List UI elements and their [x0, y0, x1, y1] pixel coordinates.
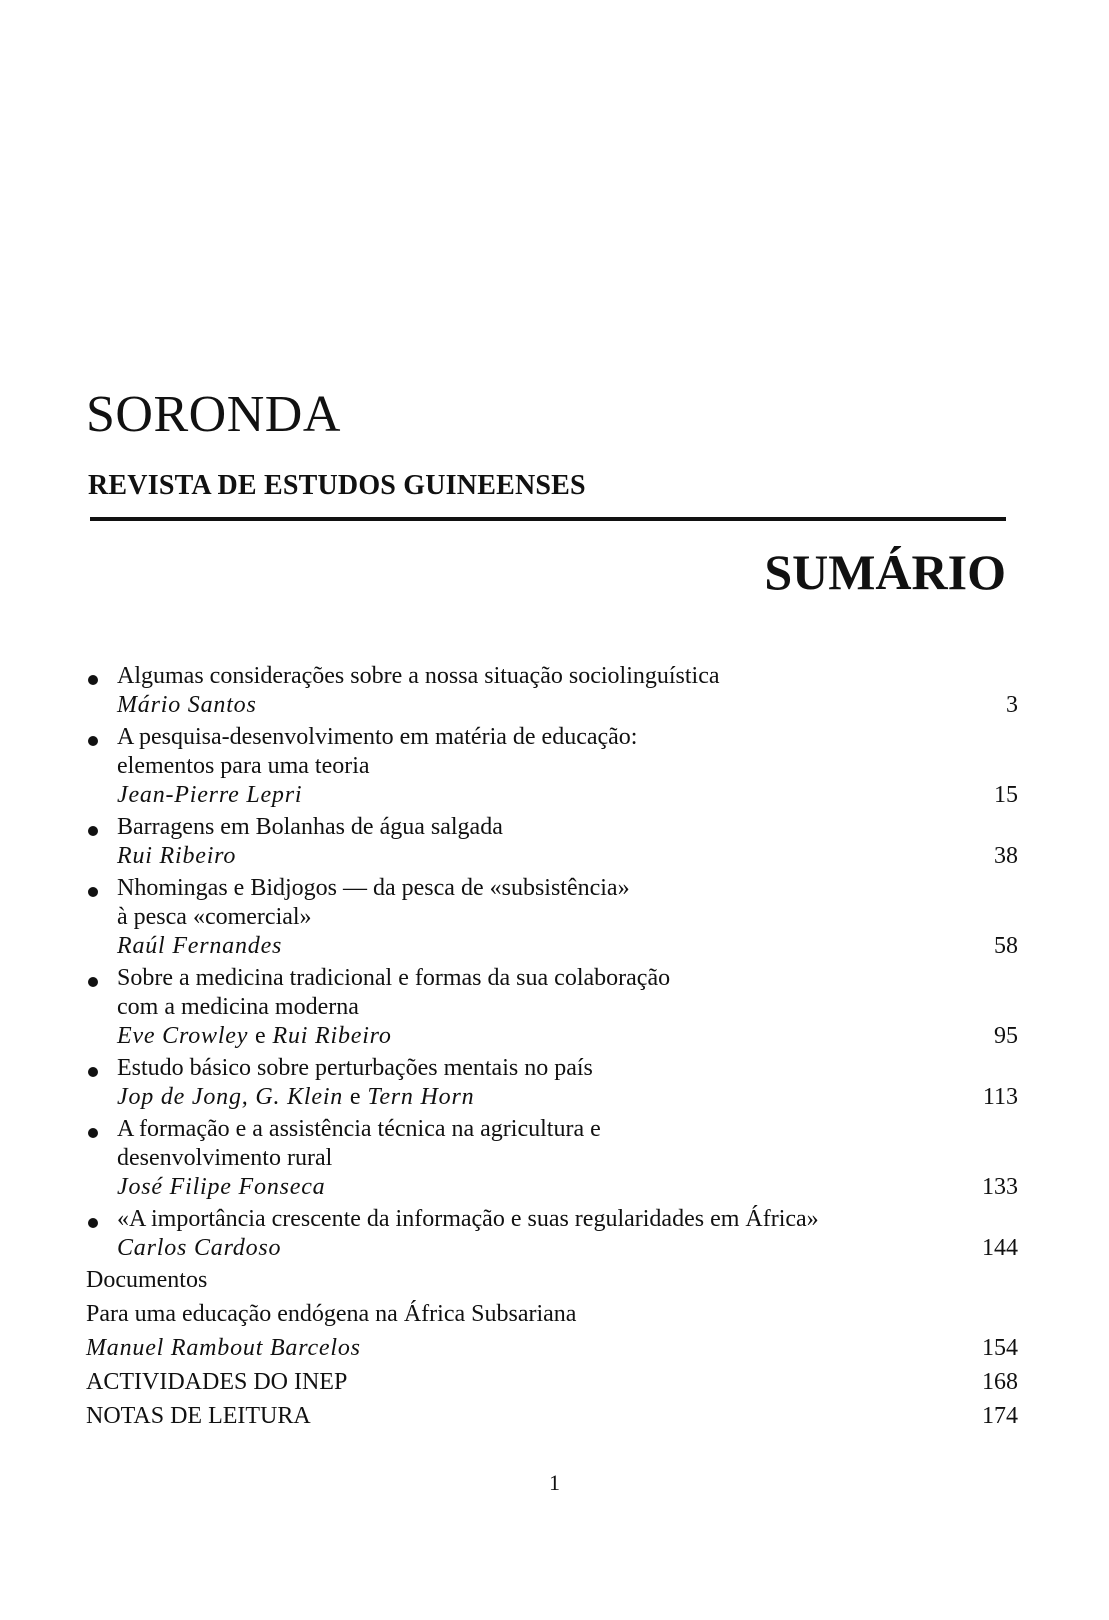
toc-entry [86, 1205, 1018, 1263]
entry-page: 95 [994, 1023, 1018, 1049]
toc-entry [86, 874, 1018, 961]
bullet-icon [88, 887, 98, 897]
toc-entry [86, 964, 1018, 1051]
entry-title-line: Sobre a medicina tradicional e formas da sua colaboração [117, 965, 671, 991]
bullet-icon [88, 1218, 98, 1228]
bullet-icon [88, 675, 98, 685]
entry-author [117, 932, 282, 961]
entry-title-line: Nhomingas e Bidjogos — da pesca de «subsistência» [117, 875, 630, 901]
author-name: Carlos Cardoso [117, 1235, 282, 1261]
entry-page: 58 [994, 933, 1018, 959]
entry-title-line: Algumas considerações sobre a nossa situação sociolinguística [117, 663, 720, 689]
entry-author [117, 1022, 392, 1051]
journal-subtitle: REVISTA DE ESTUDOS GUINEENSES [88, 470, 586, 501]
author-name: Eve Crowley [117, 1023, 249, 1049]
entry-title-line: A pesquisa-desenvolvimento em matéria de educação: [117, 724, 638, 750]
entry-page: 144 [982, 1235, 1018, 1261]
bullet-icon [88, 1067, 98, 1077]
author-name: Jean-Pierre Lepri [117, 782, 303, 808]
entry-author [117, 1083, 474, 1112]
page-number: 1 [549, 1470, 560, 1495]
header-rule [90, 517, 1006, 521]
toc-entry [86, 662, 1018, 720]
toc-entry [86, 813, 1018, 871]
entry-author [117, 842, 236, 871]
entry-page: 133 [982, 1174, 1018, 1200]
section-page: 174 [982, 1403, 1018, 1429]
author-name: Raúl Fernandes [117, 933, 283, 959]
contents-heading: SUMÁRIO [764, 544, 1006, 600]
entry-title-line: elementos para uma teoria [117, 753, 370, 779]
entry-title-line: à pesca «comercial» [117, 904, 312, 930]
entry-page: 113 [982, 1084, 1018, 1110]
entry-title-line: Barragens em Bolanhas de água salgada [117, 814, 503, 840]
author-name: Rui Ribeiro [117, 843, 237, 869]
section-row [86, 1402, 1018, 1431]
author-conjunction: e [255, 1023, 266, 1049]
author-conjunction: e [349, 1084, 361, 1110]
author-name: Rui Ribeiro [272, 1023, 392, 1049]
bullet-icon [88, 736, 98, 746]
toc-entry [86, 723, 1018, 810]
entry-title-line: com a medicina moderna [117, 994, 359, 1020]
author-name: Tern Horn [367, 1084, 475, 1110]
section-label: NOTAS DE LEITURA [86, 1403, 311, 1429]
document-page: 154 [982, 1335, 1018, 1361]
entry-author [117, 1234, 281, 1263]
entry-title-line: desenvolvimento rural [117, 1145, 333, 1171]
bullet-icon [88, 1128, 98, 1138]
author-name: José Filipe Fonseca [117, 1174, 326, 1200]
author-name: Jop de Jong, G. Klein [117, 1084, 344, 1110]
entry-page: 15 [994, 782, 1018, 808]
table-of-contents [86, 662, 1018, 1436]
journal-title: SORONDA [86, 386, 341, 443]
section-label: ACTIVIDADES DO INEP [86, 1369, 348, 1395]
document-author: Manuel Rambout Barcelos [86, 1335, 361, 1361]
document-title: Para uma educação endógena na África Subsariana [86, 1301, 577, 1327]
section-row [86, 1368, 1018, 1397]
article-list [86, 662, 1018, 1263]
bullet-icon [88, 977, 98, 987]
author-name: Mário Santos [117, 692, 257, 718]
entry-author [117, 691, 257, 720]
entry-page: 3 [1006, 692, 1018, 718]
toc-entry [86, 1054, 1018, 1112]
documents-heading: Documentos [86, 1267, 208, 1293]
entry-author [117, 1173, 325, 1202]
bullet-icon [88, 826, 98, 836]
entry-title-line: A formação e a assistência técnica na agricultura e [117, 1116, 601, 1142]
documents-section [86, 1266, 1018, 1431]
entry-author [117, 781, 302, 810]
section-page: 168 [982, 1369, 1018, 1395]
entry-title-line: Estudo básico sobre perturbações mentais no país [117, 1055, 593, 1081]
toc-entry [86, 1115, 1018, 1202]
entry-page: 38 [994, 843, 1018, 869]
entry-title-line: «A importância crescente da informação e suas regularidades em África» [117, 1206, 819, 1232]
